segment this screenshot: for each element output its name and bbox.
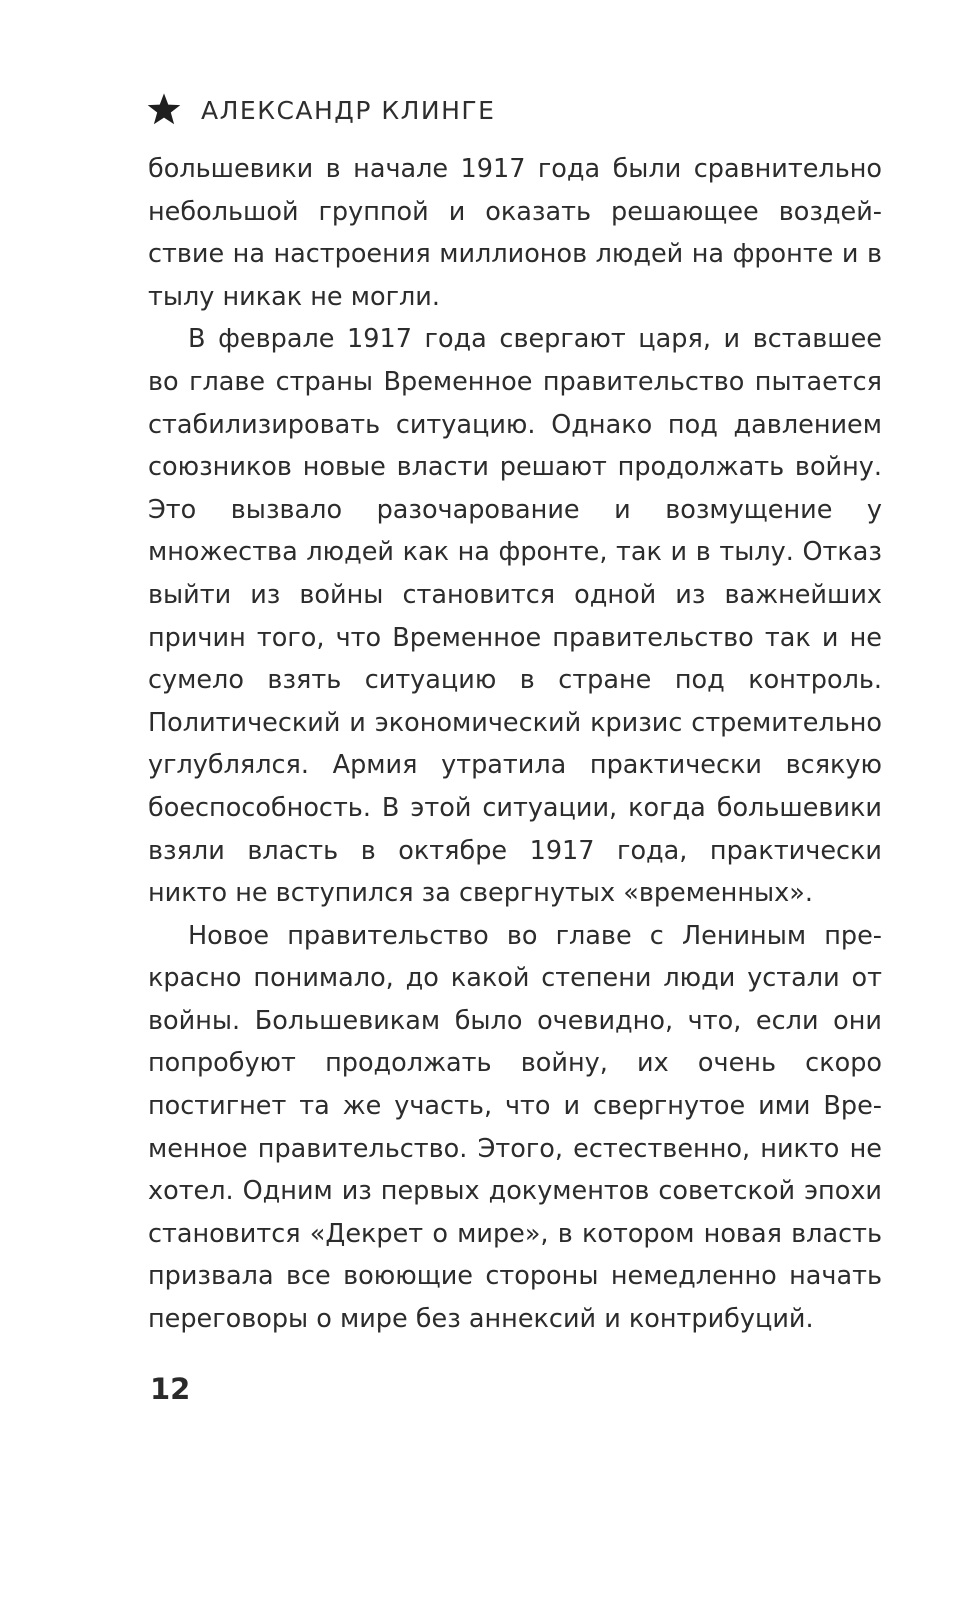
- page-number: 12: [150, 1372, 191, 1406]
- main-text: [148, 148, 882, 1341]
- paragraph-new-government: Новое правительство во главе с Лениным прекрасно понимало, до какой степени люди устали от войны. Большевикам было очевидно, что, если они попробуют продолжать войну, их очень скоро постигнет та же участь, что и свергнутое ими Временное правительство. Этого, естественно, никто не хотел. Одним из первых документов советской эпохи становится «Декрет о мире», в котором новая власть призвала все воюющие стороны немедленно начать переговоры о мире без аннексий и контрибуций.: [148, 920, 882, 1335]
- star-icon: [145, 91, 183, 129]
- running-head: [145, 88, 495, 132]
- paragraph-february: В феврале 1917 года свергают царя, и вставшее во главе страны Временное правительство пытается стабилизировать ситуацию. Однако под давлением союзников новые власти решают продолжать войну. Это вызвало разочарование и возмущение у множества людей как на фронте, так и в тылу. Отказ выйти из войны становится одной из важнейших причин того, что Временное правительство так и не сумело взять ситуацию в стране под контроль. Политический и экономический кризис стремительно углублялся. Армия утратила практически всякую боеспособность. В этой ситуации, когда большевики взяли власть в октябре 1917 года, практически никто не вступился за свергнутых «временных».: [148, 324, 882, 909]
- paragraph-continued: большевики в начале 1917 года были сравнительно небольшой группой и оказать решающее воздействие на настроения миллионов людей на фронте и в тылу никак не могли.: [148, 154, 882, 312]
- author-name: АЛЕКСАНДР КЛИНГЕ: [201, 95, 496, 125]
